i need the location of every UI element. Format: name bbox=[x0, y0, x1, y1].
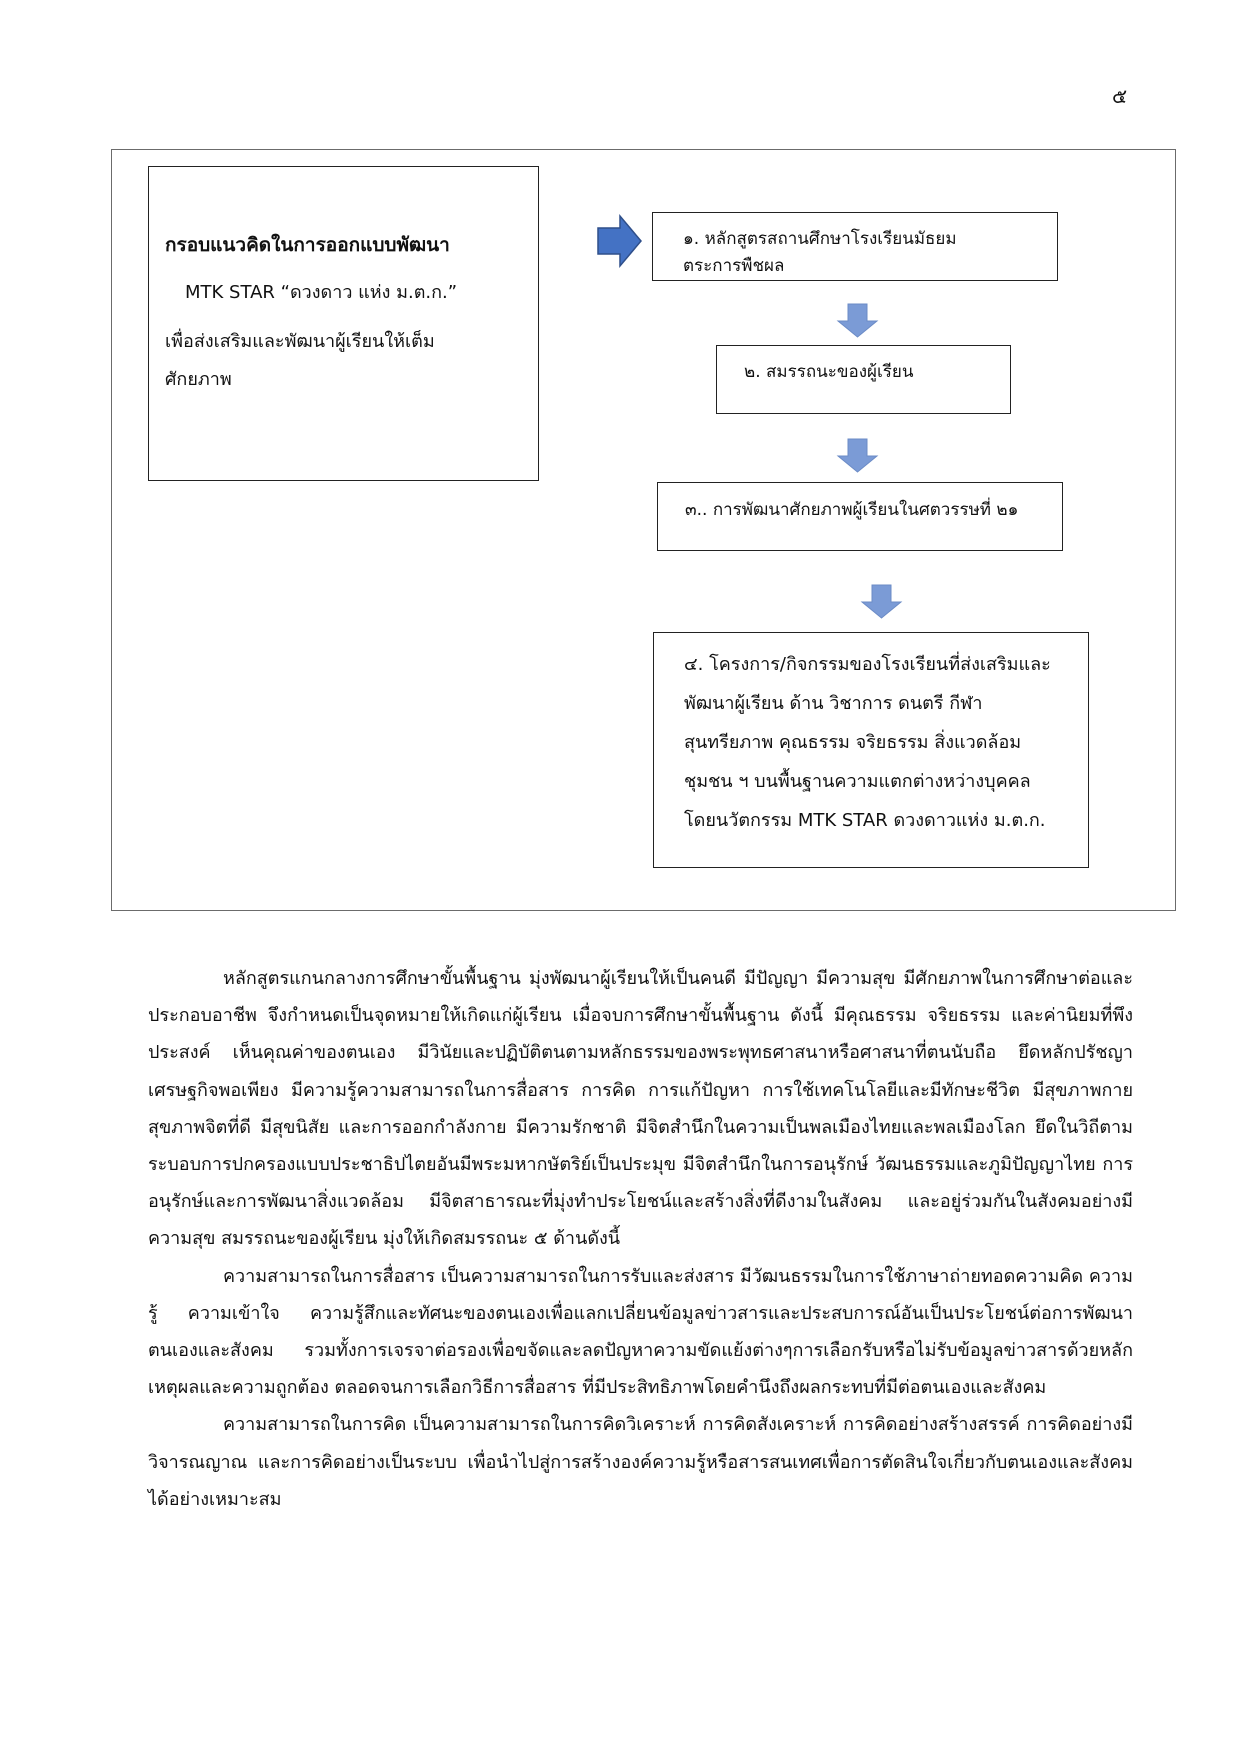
step-4-box bbox=[653, 632, 1089, 868]
arrow-down-icon bbox=[862, 585, 902, 619]
arrow-down-icon bbox=[838, 304, 878, 338]
step-4-line: ๔. โครงการ/กิจกรรมของโรงเรียนที่ส่งเสริมและ bbox=[684, 654, 1051, 675]
concept-description-line: ศักยภาพ bbox=[165, 369, 232, 390]
arrow-down-shape bbox=[838, 304, 877, 337]
paragraph: หลักสูตรแกนกลางการศึกษาขั้นพื้นฐาน มุ่งพัฒนาผู้เรียนให้เป็นคนดี มีปัญญา มีความสุข มีศักยภาพในการศึกษาต่อและประกอบอาชีพ จึงกำหนดเป็นจุดหมายให้เกิดแก่ผู้เรียน เมื่อจบการศึกษาขั้นพื้นฐาน ดังนี้ มีคุณธรรม จริยธรรม และค่านิยมที่พึงประสงค์ เห็นคุณค่าของตนเอง มีวินัยและปฏิบัติตนตามหลักธรรมของพระพุทธศาสนาหรือศาสนาที่ตนนับถือ ยึดหลักปรัชญาเศรษฐกิจพอเพียง มีความรู้ความสามารถในการสื่อสาร การคิด การแก้ปัญหา การใช้เทคโนโลยีและมีทักษะชีวิต มีสุขภาพกายสุขภาพจิตที่ดี มีสุขนิสัย และการออกกำลังกาย มีความรักชาติ มีจิตสำนึกในความเป็นพลเมืองไทยและพลเมืองโลก ยึดในวิถีตามระบอบการปกครองแบบประชาธิปไตยอันมีพระมหากษัตริย์เป็นประมุข มีจิตสำนึกในการอนุรักษ์ วัฒนธรรมและภูมิปัญญาไทย การอนุรักษ์และการพัฒนาสิ่งแวดล้อม มีจิตสาธารณะที่มุ่งทำประโยชน์และสร้างสิ่งที่ดีงามในสังคม และอยู่ร่วมกันในสังคมอย่างมีความสุข สมรรถนะของผู้เรียน มุ่งให้เกิดสมรรถนะ ๕ ด้านดังนี้ bbox=[148, 968, 1133, 1250]
arrow-down-icon bbox=[838, 439, 878, 473]
arrow-right-shape bbox=[598, 216, 641, 266]
concept-description bbox=[165, 323, 524, 399]
concept-description-line: เพื่อส่งเสริมและพัฒนาผู้เรียนให้เต็ม bbox=[165, 331, 435, 352]
step-4-line: พัฒนาผู้เรียน ด้าน วิชาการ ดนตรี กีฬา bbox=[684, 693, 983, 714]
paragraph: ความสามารถในการสื่อสาร เป็นความสามารถในการรับและส่งสาร มีวัฒนธรรมในการใช้ภาษาถ่ายทอดความคิด ความรู้ ความเข้าใจ ความรู้สึกและทัศนะของตนเองเพื่อแลกเปลี่ยนข้อมูลข่าวสารและประสบการณ์อันเป็นประโยชน์ต่อการพัฒนาตนเองและสังคม รวมทั้งการเจรจาต่อรองเพื่อขจัดและลดปัญหาความขัดแย้งต่างๆการเลือกรับหรือไม่รับข้อมูลข่าวสารด้วยหลักเหตุผลและความถูกต้อง ตลอดจนการเลือกวิธีการสื่อสาร ที่มีประสิทธิภาพโดยคำนึงถึงผลกระทบที่มีต่อตนเองและสังคม bbox=[148, 1265, 1133, 1399]
body-text bbox=[148, 960, 1133, 1518]
paragraph: ความสามารถในการคิด เป็นความสามารถในการคิดวิเคราะห์ การคิดสังเคราะห์ การคิดอย่างสร้างสรรค์ การคิดอย่างมีวิจารณญาณ และการคิดอย่างเป็นระบบ เพื่อนำไปสู่การสร้างองค์ความรู้หรือสารสนเทศเพื่อการตัดสินใจเกี่ยวกับตนเองและสังคมได้อย่างเหมาะสม bbox=[148, 1414, 1133, 1510]
step-2-box bbox=[716, 345, 1011, 414]
arrow-down-shape bbox=[838, 439, 877, 472]
concept-box bbox=[148, 166, 539, 481]
step-2-label: ๒. สมรรถนะของผู้เรียน bbox=[744, 362, 914, 382]
concept-title: กรอบแนวคิดในการออกแบบพัฒนา bbox=[165, 234, 450, 256]
step-3-label: ๓.. การพัฒนาศักยภาพผู้เรียนในศตวรรษที่ ๒๑ bbox=[685, 500, 1019, 520]
step-4-line: โดยนวัตกรรม MTK STAR ดวงดาวแห่ง ม.ต.ก. bbox=[684, 810, 1046, 831]
concept-subtitle: MTK STAR “ดวงดาว แห่ง ม.ต.ก.” bbox=[185, 282, 458, 303]
arrow-down-shape bbox=[862, 585, 901, 618]
step-1-box bbox=[652, 212, 1058, 281]
arrow-right-icon bbox=[598, 216, 642, 266]
step-1-label: ๑. หลักสูตรสถานศึกษาโรงเรียนมัธยมตระการพืชผล bbox=[683, 229, 957, 276]
step-4-line: สุนทรียภาพ คุณธรรม จริยธรรม สิ่งแวดล้อม bbox=[684, 732, 1022, 753]
page-number: ๕ bbox=[1112, 84, 1128, 108]
step-4-line: ชุมชน ฯ บนพื้นฐานความแตกต่างหว่างบุคคล bbox=[684, 771, 1031, 792]
step-3-box bbox=[657, 482, 1063, 551]
